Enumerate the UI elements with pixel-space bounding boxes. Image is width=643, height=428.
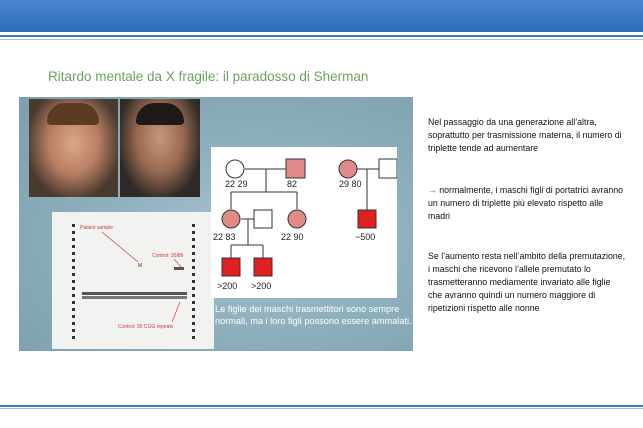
footer-rule <box>0 405 643 407</box>
gel-label-control-2: Control: 30 CGG repeats <box>118 324 174 330</box>
header-bar <box>0 0 643 32</box>
gel-arrows <box>52 212 214 349</box>
pedigree-label: 29 80 <box>339 179 362 189</box>
text-block-1: Nel passaggio da una generazione all’altra, soprattutto per trasmissione materna, il numero di triplette tende ad aumentare <box>428 117 622 153</box>
gel-label-control-1: Control: 30/86 <box>152 253 184 259</box>
header-rule <box>0 35 643 37</box>
pedigree-male-carrier <box>286 159 305 178</box>
text-block-3: Se l’aumento resta nell’ambito della premutazione, i maschi che ricevono l’allele premutato lo trasmetteranno mediamente invariato alle figlie che avranno quindi un numero maggiore di ripetizioni rispetto alle nonne <box>428 251 626 313</box>
pedigree-label: 22 29 <box>225 179 248 189</box>
pedigree-label: >200 <box>217 281 238 291</box>
pedigree-female-carrier <box>288 210 306 228</box>
patient-photo-adult <box>120 99 200 197</box>
pedigree-female-carrier <box>339 160 357 178</box>
pedigree-label: >200 <box>251 281 272 291</box>
gel-label-patient: Patient sample <box>80 225 114 231</box>
arrow-right-icon: → <box>428 185 437 195</box>
pedigree-male-normal <box>379 159 397 178</box>
footer-rule-thin <box>0 408 643 409</box>
pedigree-female-normal <box>226 160 244 178</box>
patient-photo-child <box>29 99 118 197</box>
southern-blot-gel <box>52 212 214 349</box>
text-block-2: → normalmente, i maschi figli di portatrici avranno un numero di triplette più elevato rispetto alle madri <box>428 185 624 221</box>
pedigree-male-affected <box>358 210 376 228</box>
pedigree-male-affected <box>254 258 272 276</box>
gel-lane-marker: M <box>138 263 143 269</box>
pedigree-chart <box>211 147 397 298</box>
figure-panel <box>19 97 413 351</box>
pedigree-male-affected <box>222 258 240 276</box>
pedigree-male-normal <box>254 210 272 228</box>
header-rule-thin <box>0 39 643 40</box>
figure-caption: Le figlie dei maschi trasmettitori sono sempre normali, ma i loro figli possono essere ammalati. <box>215 304 412 326</box>
slide-title: Ritardo mentale da X fragile: il paradosso di Sherman <box>48 69 369 84</box>
pedigree-label: 22 90 <box>281 232 304 242</box>
pedigree-female-carrier <box>222 210 240 228</box>
pedigree-label: 82 <box>287 179 298 189</box>
pedigree-label: 22 83 <box>213 232 236 242</box>
pedigree-label: ~500 <box>355 232 376 242</box>
